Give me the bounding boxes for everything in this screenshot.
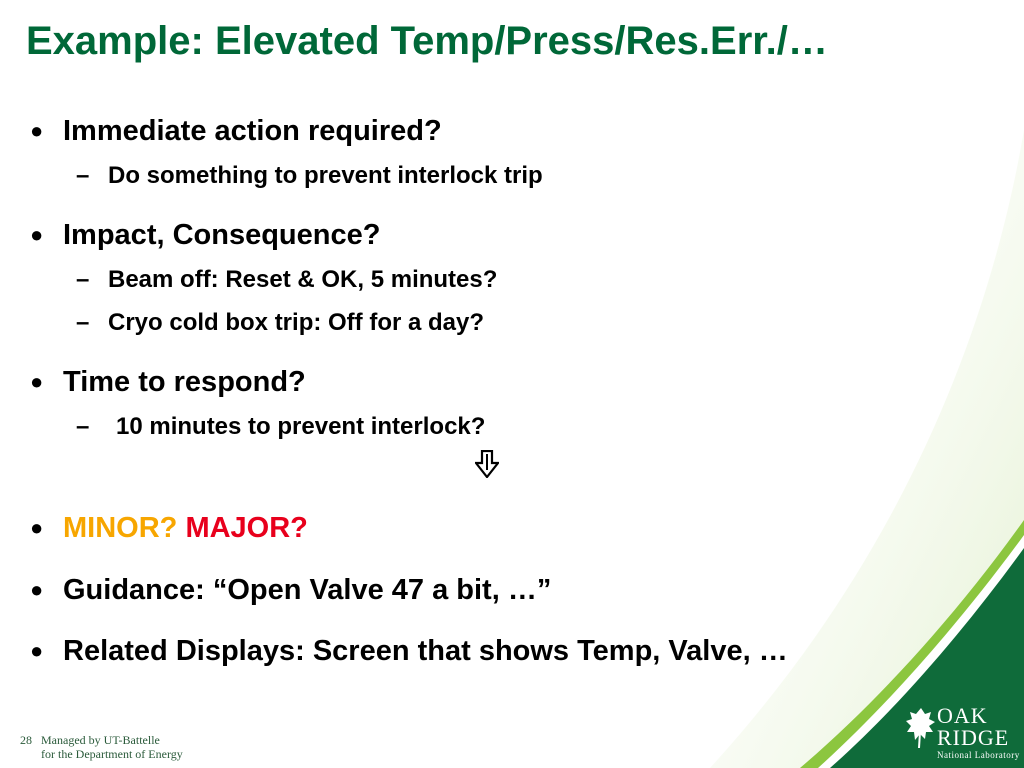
severity-text [63,510,308,546]
bullet-text: Guidance: “Open Valve 47 a bit, …” [63,574,552,606]
sub-bullet-text: Cryo cold box trip: Off for a day? [108,309,485,336]
sub-bullet-text: 10 minutes to prevent interlock? [116,413,486,440]
bullet-dot-icon: ● [30,222,44,247]
bullet-text: Related Displays: Screen that shows Temp, Valve, … [63,635,788,667]
logo-line-national-laboratory: National Laboratory [937,750,1020,760]
bullet-text: Time to respond? [63,366,306,398]
double-down-arrow-icon [475,450,499,478]
bullet-dot-icon: ● [30,369,44,394]
sub-bullet-dash: – [76,309,90,336]
logo-line-ridge: RIDGE [937,725,1010,750]
sub-bullet-text: Do something to prevent interlock trip [108,162,543,189]
slide-title: Example: Elevated Temp/Press/Res.Err./… [26,19,828,63]
bullet-dot-icon: ● [30,577,44,602]
sub-bullet-dash: – [76,162,90,189]
bullet-dot-icon: ● [30,118,44,143]
severity-major: MAJOR? [185,512,308,544]
sub-bullet-dash: – [76,413,90,440]
sub-bullet-dash: – [76,266,90,293]
footer-line-2: for the Department of Energy [41,747,183,761]
bullet-dot-icon: ● [30,638,44,663]
page-number: 28 [20,733,32,747]
bullet-text: Impact, Consequence? [63,219,381,251]
sub-bullet-text: Beam off: Reset & OK, 5 minutes? [108,266,498,293]
logo-line-oak: OAK [937,703,988,728]
bullet-dot-icon: ● [30,515,44,540]
severity-minor: MINOR? [63,512,178,544]
footer-line-1: Managed by UT-Battelle [41,733,160,747]
bullet-text: Immediate action required? [63,115,442,147]
